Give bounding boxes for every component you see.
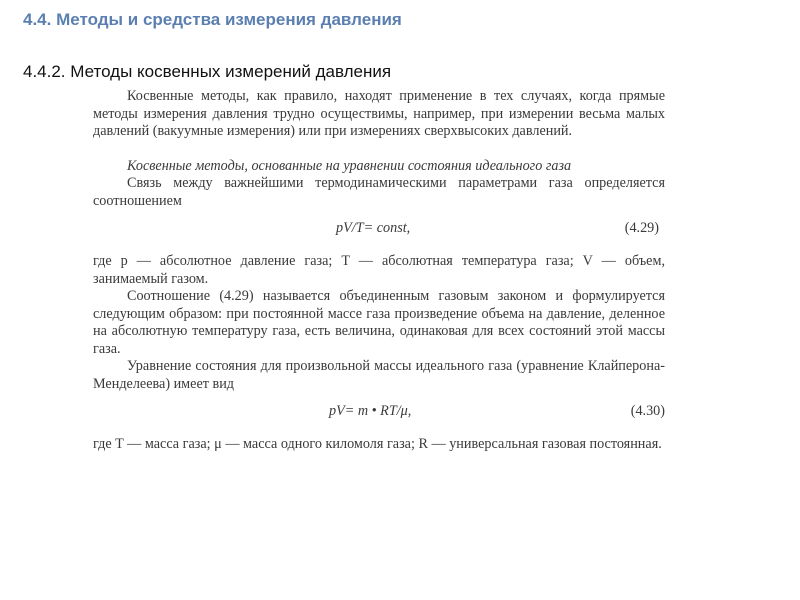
section-heading: Косвенные методы, основанные на уравнении состояния идеального газа — [127, 157, 572, 174]
formula-number: (4.30) — [630, 403, 665, 419]
slide-title: 4.4. Методы и средства измерения давления — [23, 10, 402, 29]
formula-expression: pV= m • RT/μ, — [329, 403, 412, 419]
formula-4-29 — [93, 220, 665, 239]
formula-expression: pV/T= const, — [336, 220, 411, 236]
paragraph-state-equation: Уравнение состояния для произвольной массы идеального газа (уравнение Клайперона-Менделеева) имеет вид — [93, 358, 665, 392]
formula-number: (4.29) — [624, 220, 659, 236]
paragraph-gas-law: Соотношение (4.29) называется объединенным газовым законом и формулируется следующим образом: при постоянной массе газа произведение объема на давление, деленное на абсолютную температуру газа, есть величина, одинаковая для всех состояний этой массы газа. — [93, 288, 665, 357]
paragraph-mass-definitions: где T — масса газа; μ — масса одного киломоля газа; R — универсальная газовая постоянная. — [93, 436, 662, 452]
paragraph-relation: Связь между важнейшими термодинамическими параметрами газа определяется соотношением — [93, 175, 665, 209]
formula-4-30 — [93, 403, 665, 422]
paragraph-intro: Косвенные методы, как правило, находят применение в тех случаях, когда прямые методы измерения давления трудно осуществимы, например, при измерении весьма малых давлений (вакуумные измерения) или при измерениях сверхвысоких давлений. — [93, 88, 665, 139]
section-subtitle: 4.4.2. Методы косвенных измерений давления — [23, 62, 392, 81]
paragraph-definitions: где p — абсолютное давление газа; T — абсолютная температура газа; V — объем, занимаемый газом. — [93, 253, 665, 287]
scanned-document — [93, 88, 665, 454]
